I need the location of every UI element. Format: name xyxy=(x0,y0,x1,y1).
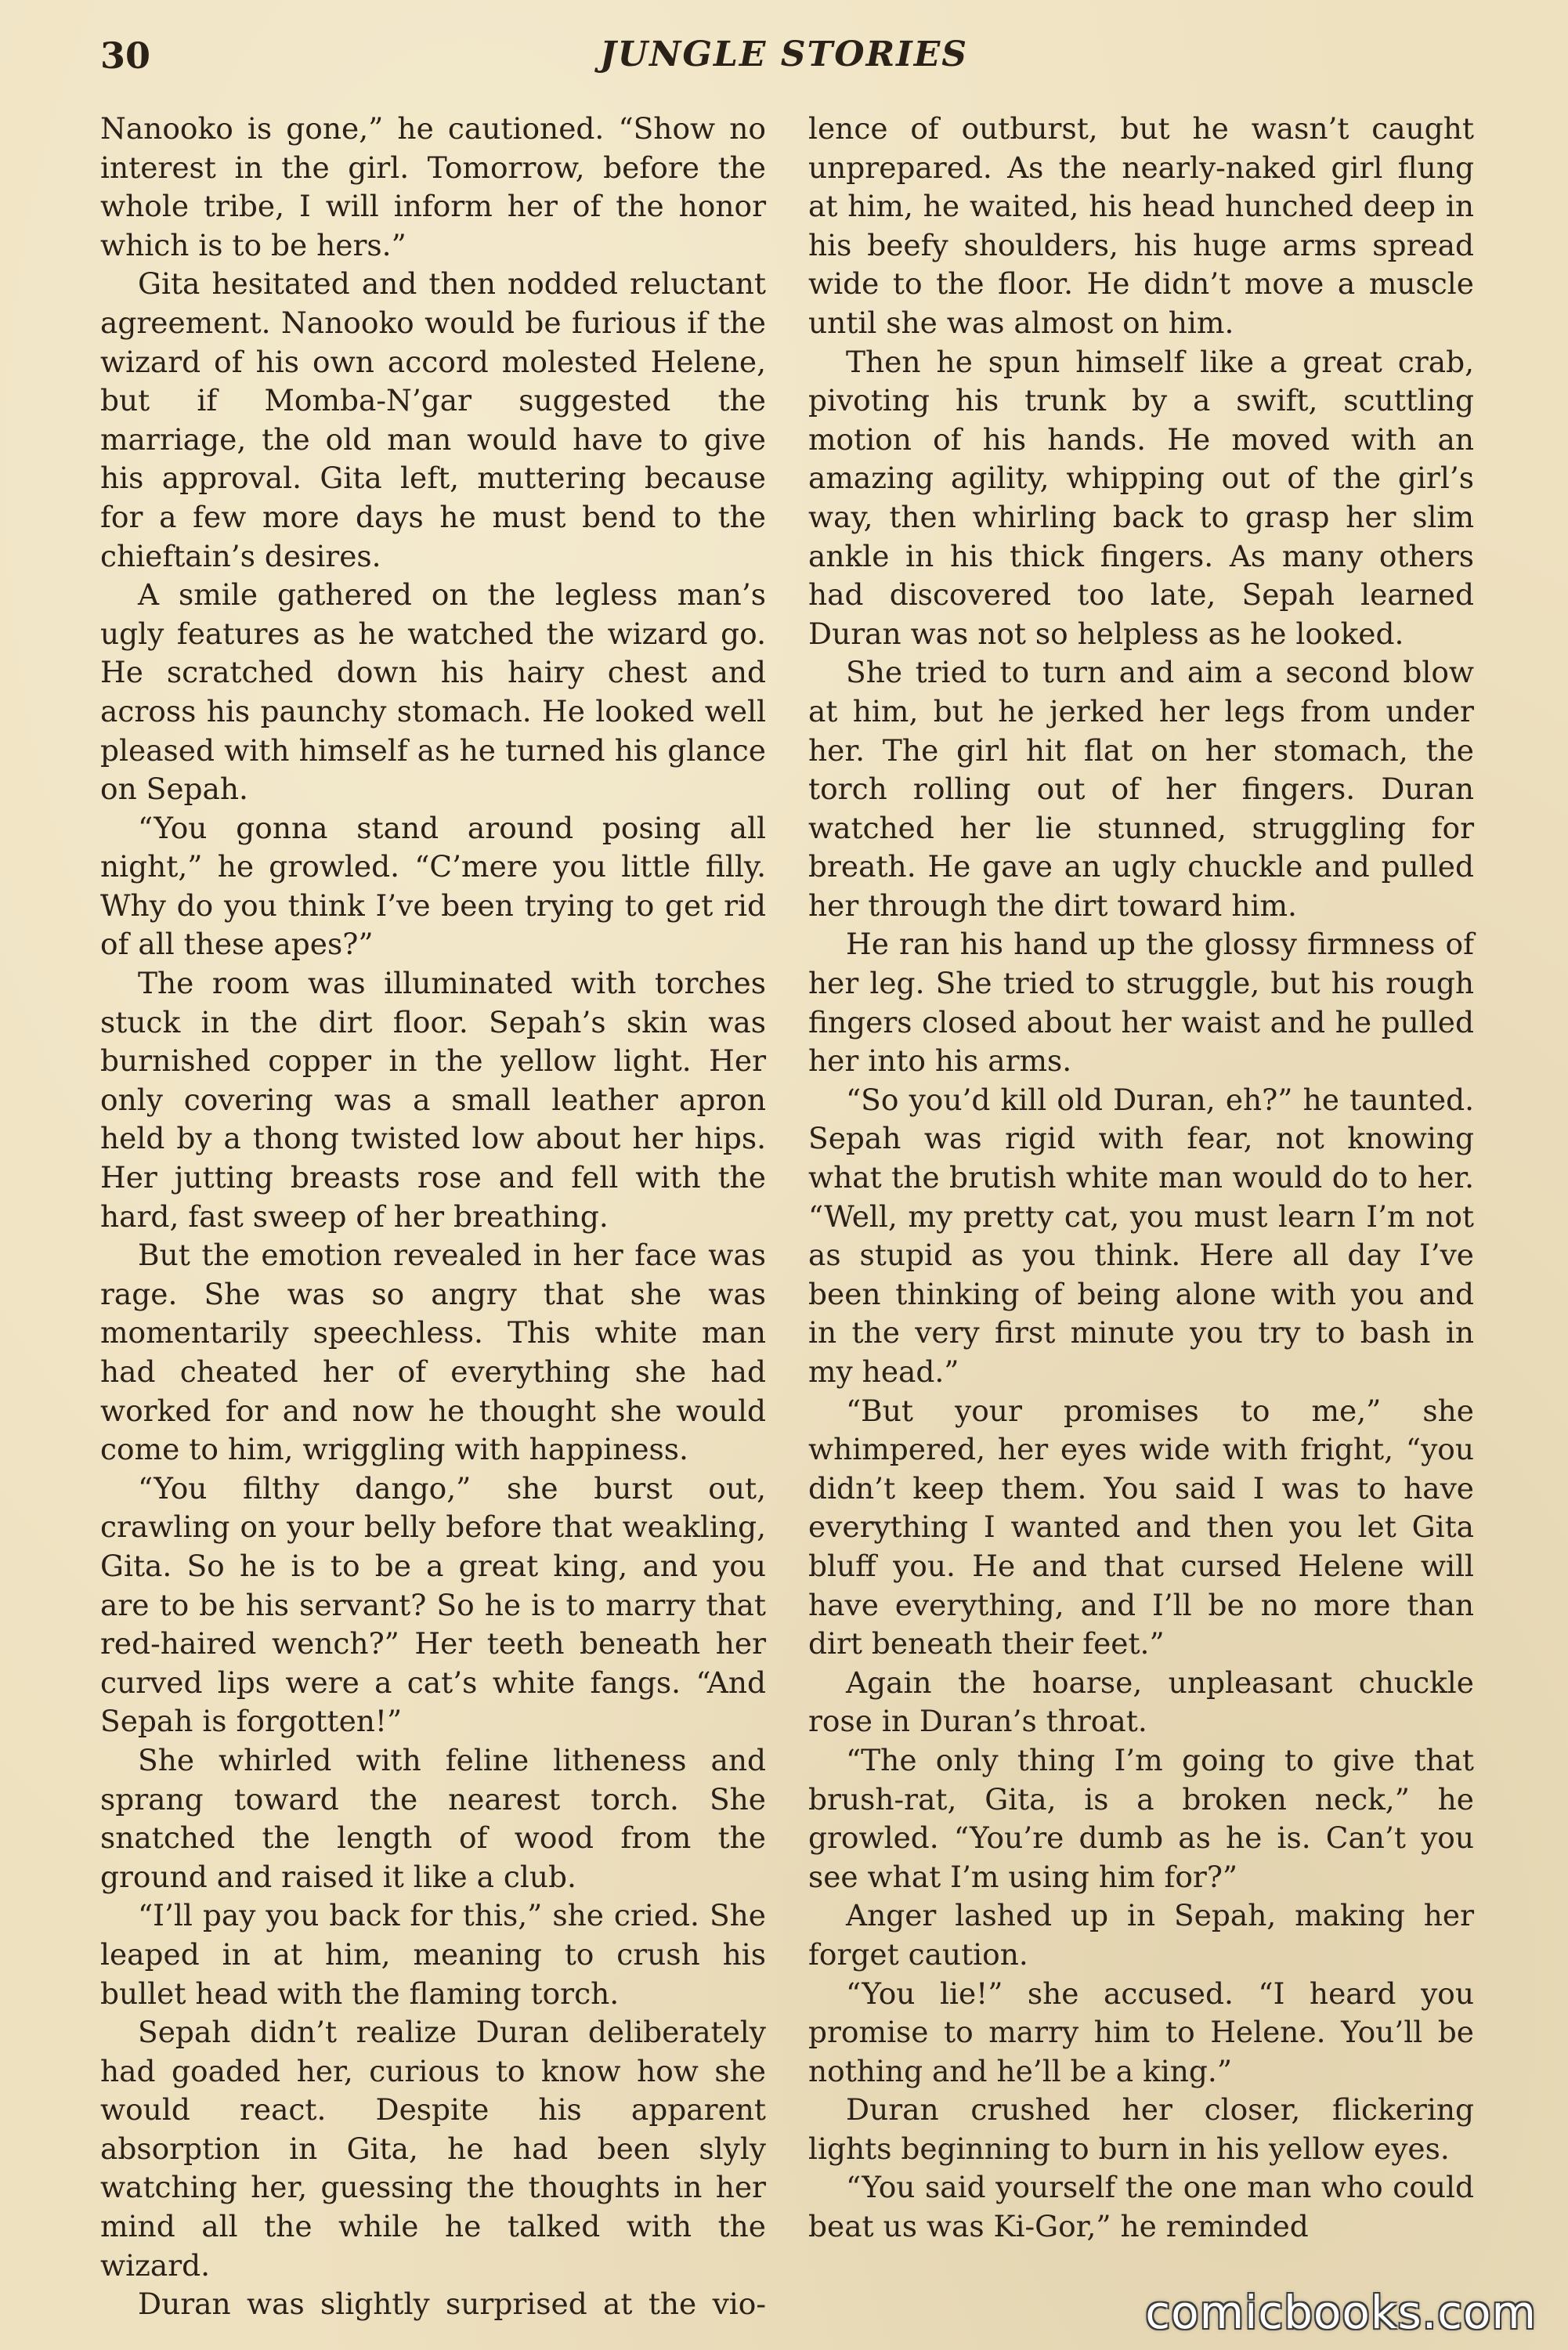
page-number: 30 xyxy=(100,34,151,77)
paragraph: She whirled with feline litheness and sprang toward the nearest torch. She snatched the length of wood from the ground and raised it like a club. xyxy=(100,1742,766,1894)
paragraph: “I’ll pay you back for this,” she cried. She leaped in at him, meaning to crush his bullet head with the flaming torch. xyxy=(100,1898,766,2011)
paragraph: Anger lashed up in Sepah, making her forget caution. xyxy=(808,1898,1474,1972)
running-title: JUNGLE STORIES xyxy=(599,34,969,74)
paragraph: Gita hesitated and then nodded reluctant agreement. Nanooko would be furious if the wizard of his own accord molested Helene, but if Momba-N’gar suggested the marriage, the old man would have to give his approval. Gita left, muttering because for a few more days he must bend to the chieftain’s desires. xyxy=(100,266,766,573)
paragraph: “You lie!” she accused. “I heard you promise to marry him to Helene. You’ll be nothing and he’ll be a king.” xyxy=(808,1976,1474,2088)
right-column xyxy=(808,110,1474,2247)
paragraph: “The only thing I’m going to give that brush-rat, Gita, is a broken neck,” he growled. “You’re dumb as he is. Can’t you see what I’m using him for?” xyxy=(808,1742,1474,1894)
paragraph: He ran his hand up the glossy firmness of her leg. She tried to struggle, but his rough fingers closed about her waist and he pulled her into his arms. xyxy=(808,927,1474,1079)
paragraph: Again the hoarse, unpleasant chuckle rose in Duran’s throat. xyxy=(808,1665,1474,1739)
paragraph: “So you’d kill old Duran, eh?” he taunted. Sepah was rigid with fear, not knowing what the brutish white man would do to her. “Well, my pretty cat, you must learn I’m not as stupid as you think. Here all day I’ve been thinking of being alone with you and in the very first minute you try to bash in my head.” xyxy=(808,1082,1474,1389)
paragraph: Duran was slightly surprised at the vio- xyxy=(138,2287,766,2322)
paragraph: A smile gathered on the legless man’s ugly features as he watched the wizard go. He scratched down his hairy chest and across his paunchy stomach. He looked well pleased with himself as he turned his glance on Sepah. xyxy=(100,577,766,807)
paragraph: Sepah didn’t realize Duran deliberately had goaded her, curious to know how she would react. Despite his apparent absorption in Gita, he had been slyly watching her, guessing the thoughts in her mind all the while he talked with the wizard. xyxy=(100,2015,766,2283)
paragraph: The room was illuminated with torches stuck in the dirt floor. Sepah’s skin was burnished copper in the yellow light. Her only covering was a small leather apron held by a thong twisted low about her hips. Her jutting breasts rose and fell with the hard, fast sweep of her breathing. xyxy=(100,966,766,1234)
left-column xyxy=(100,110,766,2324)
paragraph: “You said yourself the one man who could beat us was Ki-Gor,” he reminded xyxy=(808,2170,1474,2244)
paragraph: She tried to turn and aim a second blow at him, but he jerked her legs from under her. The girl hit flat on her stomach, the torch rolling out of her fingers. Duran watched her lie stunned, struggling for breath. He gave an ugly chuckle and pulled her through the dirt toward him. xyxy=(808,655,1474,923)
paragraph: Nanooko is gone,” he cautioned. “Show no interest in the girl. Tomorrow, before the whole tribe, I will inform her of the honor which is to be hers.” xyxy=(100,111,766,262)
watermark: comicbooks.com xyxy=(1145,2286,1537,2339)
paragraph: “You gonna stand around posing all night,” he growled. “C’mere you little filly. Why do you think I’ve been trying to get rid of all these apes?” xyxy=(100,810,766,962)
paragraph: Then he spun himself like a great crab, pivoting his trunk by a swift, scuttling motion of his hands. He moved with an amazing agility, whipping out of the girl’s way, then whirling back to grasp her slim ankle in his thick fingers. As many others had discovered too late, Sepah learned Duran was not so helpless as he looked. xyxy=(808,344,1474,651)
paragraph: lence of outburst, but he wasn’t caught unprepared. As the nearly-naked girl flung at him, he waited, his head hunched deep in his beefy shoulders, his huge arms spread wide to the floor. He didn’t move a muscle until she was almost on him. xyxy=(808,111,1474,340)
paragraph: But the emotion revealed in her face was rage. She was so angry that she was momentarily speechless. This white man had cheated her of everything she had worked for and now he thought she would come to him, wriggling with happiness. xyxy=(100,1238,766,1467)
paragraph: “You filthy dango,” she burst out, crawling on your belly before that weakling, Gita. So he is to be a great king, and you are to be his servant? So he is to marry that red-haired wench?” Her teeth beneath her curved lips were a cat’s white fangs. “And Sepah is forgotten!” xyxy=(100,1470,766,1739)
page-header xyxy=(92,34,1476,81)
paragraph: “But your promises to me,” she whimpered, her eyes wide with fright, “you didn’t keep them. You said I was to have everything I wanted and then you let Gita bluff you. He and that cursed Helene will have everything, and I’ll be no more than dirt beneath their feet.” xyxy=(808,1393,1474,1661)
paragraph: Duran crushed her closer, flickering lights beginning to burn in his yellow eyes. xyxy=(808,2092,1474,2166)
